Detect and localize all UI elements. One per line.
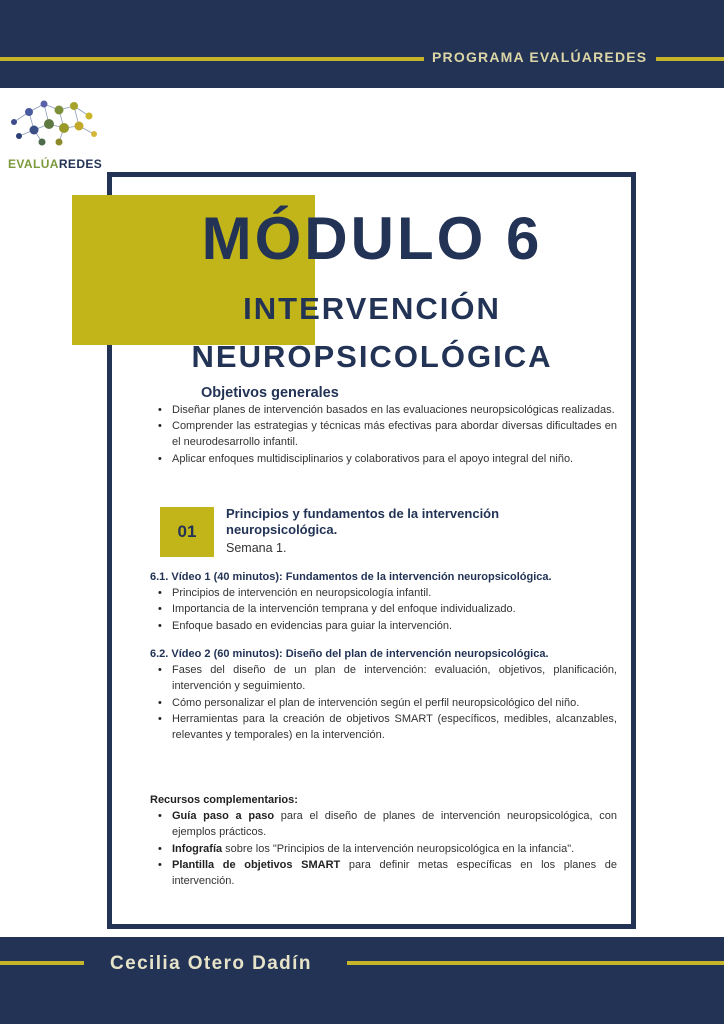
- section-title: Principios y fundamentos de la intervención neuropsicológica.: [226, 506, 500, 537]
- video1-heading: 6.1. Vídeo 1 (40 minutos): Fundamentos de la intervención neuropsicológica.: [150, 571, 552, 583]
- header-rule-left: [0, 57, 424, 61]
- module-subtitle-line2: NEUROPSICOLÓGICA: [191, 339, 553, 374]
- objectives-list: [150, 402, 617, 467]
- section-week: Semana 1.: [226, 541, 287, 555]
- footer-band: [0, 937, 724, 1024]
- program-title: PROGRAMA EVALÚAREDES: [432, 49, 648, 65]
- video2-heading: 6.2. Vídeo 2 (60 minutos): Diseño del plan de intervención neuropsicológica.: [150, 648, 549, 660]
- resource-item: • Plantilla de objetivos SMART para definir metas específicas en los planes de intervención.: [172, 857, 617, 889]
- module-subtitle-line1: INTERVENCIÓN: [243, 291, 501, 326]
- header-rule-right: [656, 57, 724, 61]
- author-name: Cecilia Otero Dadín: [110, 953, 312, 974]
- resource-item: • Guía paso a paso para el diseño de planes de intervención neuropsicológica, con ejemplos prácticos.: [172, 808, 617, 840]
- section-number-badge: 01: [160, 507, 214, 557]
- resources-block: [150, 792, 617, 889]
- objective-item: • Comprender las estrategias y técnicas más efectivas para abordar diversas dificultades en el neurodesarrollo infantil.: [172, 418, 617, 450]
- objective-item: • Diseñar planes de intervención basados en las evaluaciones neuropsicológicas realizadas.: [172, 402, 617, 418]
- header-band: [0, 0, 724, 88]
- video1-item: • Enfoque basado en evidencias para guiar la intervención.: [172, 618, 617, 634]
- footer-rule-right: [347, 961, 724, 965]
- video1-block: [150, 569, 617, 634]
- video1-item: • Importancia de la intervención temprana y del enfoque individualizado.: [172, 601, 617, 617]
- footer-rule-left: [0, 961, 84, 965]
- module-title: MÓDULO 6: [201, 205, 543, 272]
- video2-item: • Fases del diseño de un plan de intervención: evaluación, objetivos, planificación, intervención y seguimiento.: [172, 662, 617, 694]
- video2-item: • Cómo personalizar el plan de intervención según el perfil neuropsicológico del niño.: [172, 695, 617, 711]
- video2-item: • Herramientas para la creación de objetivos SMART (específicos, medibles, alcanzables, relevantes y temporales) en la intervención.: [172, 711, 617, 743]
- logo-text: EVALÚAREDES: [8, 157, 103, 171]
- objectives-heading: Objetivos generales: [201, 385, 339, 401]
- objective-item: • Aplicar enfoques multidisciplinarios y colaborativos para el apoyo integral del niño.: [172, 451, 617, 467]
- video2-block: [150, 646, 617, 743]
- resources-heading: Recursos complementarios:: [150, 794, 298, 806]
- video1-item: • Principios de intervención en neuropsicología infantil.: [172, 585, 617, 601]
- resource-item: • Infografía sobre los "Principios de la intervención neuropsicológica en la infancia".: [172, 841, 617, 857]
